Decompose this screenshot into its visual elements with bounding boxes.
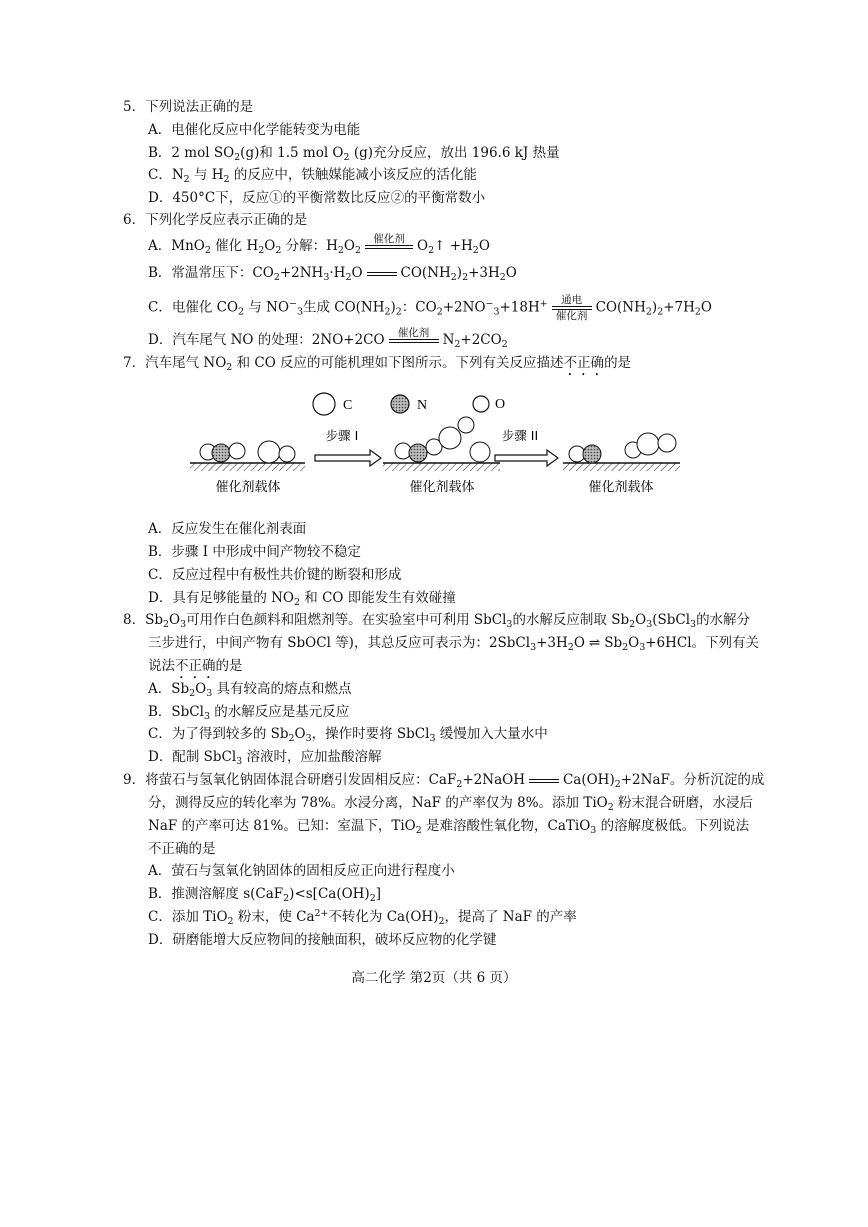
q9-option-a: A．萤石与氢氧化钠固体的固相反应正向进行程度小: [148, 863, 455, 879]
q9-stem-line2: 分，测得反应的转化率为 78%。水浸分离，NaF 的产率仅为 8%。添加 TiO$_2$ 粉末混合研磨，水浸后: [148, 795, 754, 813]
q9-option-c: C．添加 TiO$_2$ 粉末，使 $Ca^{2+}$不转化为 $Ca(OH)_2$，提高了 NaF 的产率: [148, 907, 577, 927]
q9-option-b: B．推测溶解度 $s(CaF_2)<s[Ca(OH)_2]$: [148, 886, 381, 904]
q6-option-d: D．汽车尾气 NO 的处理：2NO+2CO 催化剂 $N_2+2CO_2$: [148, 326, 508, 350]
legend-label-o: O: [495, 397, 506, 412]
q5-option-b: B．2 mol $SO_2(g)$和 1.5 mol $O_2$ (g)充分反应，放出 196.6 kJ 热量: [148, 145, 560, 163]
carrier-label-1: 催化剂载体: [215, 480, 281, 495]
o-atom: [279, 446, 295, 462]
q7-option-d: D．具有足够能量的 $NO_2$ 和 CO 即能发生有效碰撞: [148, 590, 456, 608]
o-atom: [470, 442, 490, 462]
q7-option-c: C．反应过程中有极性共价键的断裂和形成: [148, 567, 402, 583]
q9-option-d: D．研磨能增大反应物间的接触面积，破坏反应物的化学键: [148, 932, 497, 948]
q9-stem-line1: 9．将萤石与氢氧化钠固体混合研磨引发固相反应：CaF$_2$+2NaOH $Ca(OH)_2+2NaF$。分析沉淀的成: [123, 772, 765, 790]
q9-stem-line4: 不正确的是: [148, 841, 216, 857]
q6-option-b: B．常温常压下：$CO_2+2NH_3\cdot H_2O$ $CO(NH_2)_2+3H_2O$: [148, 265, 517, 283]
step-arrow-2: [495, 450, 558, 466]
o-atom: [458, 417, 474, 433]
legend-oxygen-atom: [473, 396, 489, 412]
q5-option-c: C．$N_2$ 与 $H_2$ 的反应中，铁触媒能减小该反应的活化能: [148, 167, 477, 185]
q5-option-d: D．450°C下，反应①的平衡常数比反应②的平衡常数小: [148, 190, 486, 206]
q5-option-a: A．电催化反应中化学能转变为电能: [148, 122, 361, 138]
n-atom: [409, 444, 427, 462]
step-label-2: 步骤 II: [501, 428, 539, 443]
catalyst-arrow: 催化剂: [365, 233, 413, 249]
q8-option-a: A．$Sb_2O_3$ 具有较高的熔点和燃点: [148, 681, 352, 699]
q8-stem-line2: 三步进行，中间产物有 SbOCl 等)，其总反应可表示为：$2SbCl_3+3H_2O$ ⇌ $Sb_2O_3+6HCl$。下列有关: [148, 635, 760, 653]
q8-option-b: B．SbCl$_3$ 的水解反应是基元反应: [148, 704, 350, 722]
electrolysis-arrow: 通电 催化剂: [552, 294, 592, 322]
carrier-label-3: 催化剂载体: [588, 480, 654, 495]
n-atom: [583, 445, 601, 463]
legend-label-c: C: [343, 398, 353, 413]
q8-stem-line3: 说法不正确的是: [148, 658, 243, 674]
step-label-1: 步骤 I: [325, 428, 359, 443]
q6-stem: 6．下列化学反应表示正确的是: [123, 212, 308, 228]
c-atom: [439, 427, 461, 449]
reaction-mechanism-diagram: [185, 388, 685, 503]
step-arrow-1: [315, 450, 381, 466]
o-atom: [658, 434, 676, 452]
legend-label-n: N: [417, 398, 428, 413]
page-footer: 高二化学 第2页（共 6 页）: [351, 970, 517, 986]
q8-stem-line1: 8．$Sb_2O_3$可用作白色颜料和阻燃剂等。在实验室中可利用 SbCl$_3$的水解反应制取 $Sb_2O_3(SbCl_3$的水解分: [123, 612, 751, 630]
q6-option-c: C．电催化 $CO_2$ 与 $NO^-_3$生成 $CO(NH_2)_2$：$CO_2+2NO^-_3+18H^+$ 通电 催化剂 $CO(NH_2)_2+7H_2O$: [148, 294, 712, 322]
q7-option-b: B．步骤 I 中形成中间产物较不稳定: [148, 544, 361, 560]
q8-option-c: C．为了得到较多的 $Sb_2O_3$，操作时要将 SbCl$_3$ 缓慢加入大量水中: [148, 726, 548, 744]
legend-nitrogen-atom: [391, 395, 409, 413]
carrier-label-2: 催化剂载体: [409, 480, 475, 495]
o-atom: [395, 443, 411, 459]
q7-stem: 7．汽车尾气 $NO_2$ 和 CO 反应的可能机理如下图所示。下列有关反应描述不正确的是: [123, 355, 632, 373]
q8-option-d: D．配制 SbCl$_3$ 溶液时，应加盐酸溶解: [148, 749, 382, 767]
catalyst-arrow: 催化剂: [389, 327, 439, 343]
equal-sign: [529, 779, 559, 783]
q5-stem: 5．下列说法正确的是: [123, 99, 254, 115]
o-atom: [229, 443, 245, 459]
q9-stem-line3: NaF 的产率可达 81%。已知：室温下，TiO$_2$ 是难溶酸性氧化物，CaTiO$_3$ 的溶解度极低。下列说法: [148, 818, 750, 836]
q7-option-a: A．反应发生在催化剂表面: [148, 521, 307, 537]
q6-option-a: A．MnO$_2$ 催化 $H_2O_2$ 分解：$H_2O_2$ 催化剂 $O_2↑ +H_2O$: [148, 232, 490, 256]
c-atom: [637, 433, 659, 455]
c-atom: [258, 441, 280, 463]
legend-carbon-atom: [313, 393, 335, 415]
equilibrium-arrow: ⇌: [588, 635, 601, 651]
n-atom: [212, 444, 230, 462]
equal-sign: [367, 272, 397, 276]
